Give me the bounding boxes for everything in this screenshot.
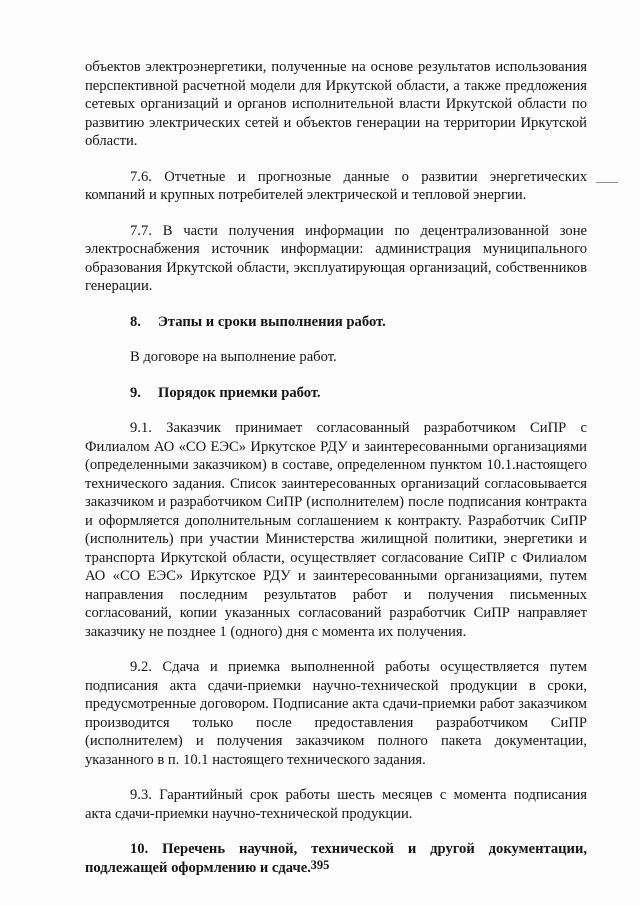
document-body [85, 58, 587, 894]
paragraph-7-6: 7.6. Отчетные и прогнозные данные о развитии энергетических компаний и крупных потребителей электрической и тепловой энергии. [85, 168, 587, 203]
paragraph-7-7: 7.7. В части получения информации по децентрализованной зоне электроснабжения источник информации: администрация муниципального образования Иркутской области, эксплуатирующая организаций, собственников генерации. [85, 222, 587, 294]
section-8-body: В договоре на выполнение работ. [130, 349, 337, 365]
paragraph-9-3: 9.3. Гарантийный срок работы шесть месяцев с момента подписания акта сдачи-приемки научно-технической продукции. [85, 787, 587, 822]
paragraph-9-2: 9.2. Сдача и приемка выполненной работы осуществляется путем подписания акта сдачи-приемки научно-технической продукции в сроки, предусмотренные договором. Подписание акта сдачи-приемки работ заказчиком производится только после предоставления разработчиком СиПР (исполнителем) и получения заказчиком полного пакета документации, указанного в п. 10.1 настоящего технического задания. [85, 659, 587, 768]
paragraph-9-1: 9.1. Заказчик принимает согласованный разработчиком СиПР с Филиалом АО «СО ЕЭС» Иркутское РДУ и заинтересованными организациями (определенными заказчиком) в составе, определенном пунктом 10.1.настоящего технического задания. Список заинтересованных организаций согласовывается заказчиком и разработчиком СиПР (исполнителем) после подписания контракта и оформляется дополнительным соглашением к контракту. Разработчик СиПР (исполнитель) при участии Министерства жилищной политики, энергетики и транспорта Иркутской области, осуществляет согласование СиПР с Филиалом АО «СО ЕЭС» Иркутское РДУ и заинтересованными организациями, путем направления последним результатов работ и получения письменных согласований, копии указанных согласований разработчик СиПР направляет заказчику не позднее 1 (одного) дня с момента их получения. [85, 420, 587, 640]
section-9-number: 9. [130, 384, 141, 401]
section-9-heading [85, 384, 587, 403]
section-8-title: Этапы и сроки выполнения работ. [158, 313, 386, 330]
scan-margin-mark [596, 182, 618, 183]
section-10-heading: 10. Перечень научной, технической и другой документации, подлежащей оформлению и сдаче. [85, 841, 587, 876]
section-8-heading [85, 313, 587, 332]
section-8-number: 8. [130, 313, 141, 330]
section-9-title: Порядок приемки работ. [158, 384, 321, 401]
page-number: 395 [310, 858, 330, 872]
paragraph-continuation: объектов электроэнергетики, полученные на основе результатов использования перспективной расчетной модели для Иркутской области, а также предложения сетевых организаций и органов исполнительной власти Иркутской области по развитию электрических сетей и объектов генерации на территории Иркутской области. [85, 59, 587, 149]
